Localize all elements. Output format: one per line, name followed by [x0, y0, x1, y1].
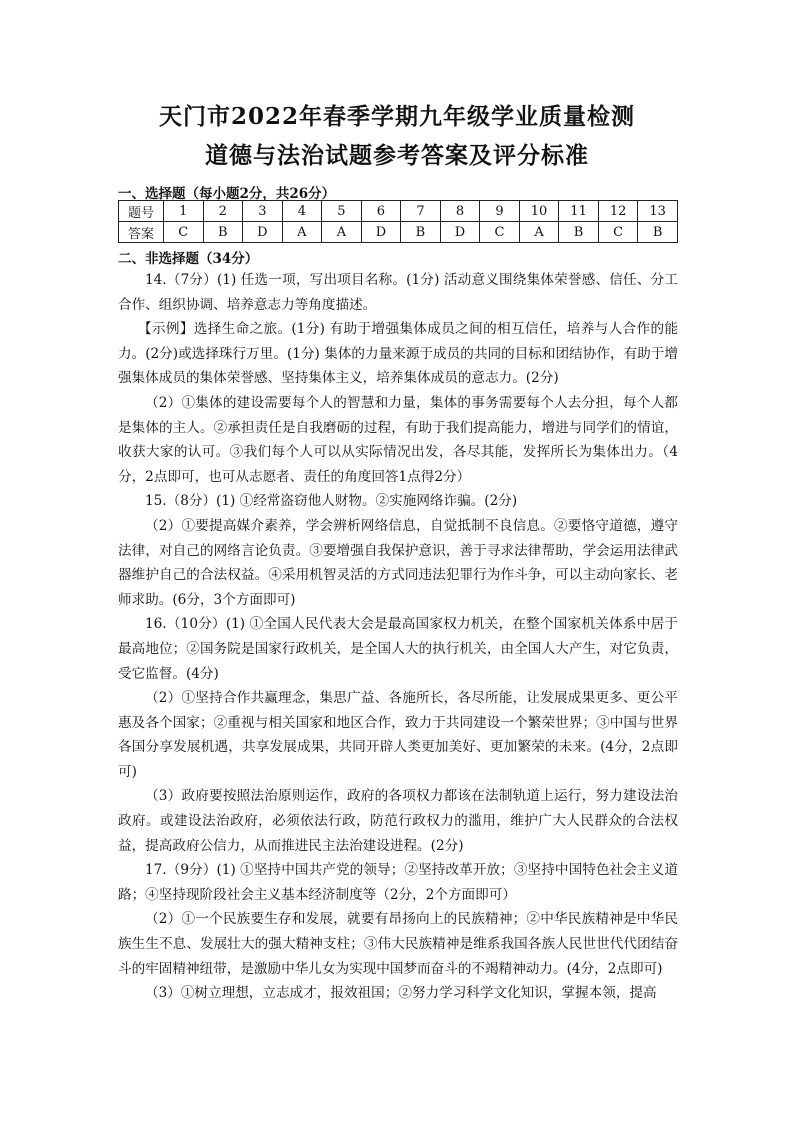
answer-cell: C [598, 222, 638, 243]
question-number: 13 [638, 201, 678, 222]
answer-cell: D [243, 222, 283, 243]
answer-paragraph: （2）①集体的建设需要每个人的智慧和力量，集体的事务需要每个人去分担，每个人都是集体的主人。②承担责任是自我磨砺的过程，有助于我们提高能力，增进与同学们的情谊，收获大家的认可。③我们每个人可以从实际情况出发，各尽其能，发挥所长为集体出力。（4分，2点即可，也可从志愿者、责任的角度回答1点得2分） [118, 394, 678, 485]
answer-body [118, 268, 678, 1006]
answer-cell: B [401, 222, 441, 243]
answer-cell: C [480, 222, 520, 243]
answer-paragraph: 15.（8分）(1) ①经常盗窃他人财物。②实施网络诈骗。(2分) [145, 493, 518, 510]
question-number: 8 [440, 201, 480, 222]
question-number: 5 [322, 201, 362, 222]
question-number: 9 [480, 201, 520, 222]
answer-paragraph: （2）①一个民族要生存和发展，就要有昂扬向上的民族精神；②中华民族精神是中华民族生生不息、发展壮大的强大精神支柱；③伟大民族精神是维系我国各族人民世世代代团结奋斗的牢固精神纽带，是激励中华儿女为实现中国梦而奋斗的不竭精神动力。(4分，2点即可) [118, 911, 678, 977]
question-number: 11 [559, 201, 599, 222]
answer-cell: D [440, 222, 480, 243]
answer-cell: A [519, 222, 559, 243]
answer-cell: B [203, 222, 243, 243]
question-number: 6 [361, 201, 401, 222]
answer-paragraph: （2）①坚持合作共赢理念，集思广益、各施所长，各尽所能，让发展成果更多、更公平惠及各个国家；②重视与相关国家和地区合作，致力于共同建设一个繁荣世界；③中国与世界各国分享发展机遇，共享发展成果，共同开辟人类更加美好、更加繁荣的未来。(4分，2点即可) [118, 690, 678, 780]
question-number: 4 [282, 201, 322, 222]
question-number: 10 [519, 201, 559, 222]
question-number: 7 [401, 201, 441, 222]
table-row-answers [119, 222, 678, 243]
section-heading-choice: 一、选择题（每小题2分，共26分） [118, 186, 336, 202]
answer-cell: A [282, 222, 322, 243]
answer-cell: A [322, 222, 362, 243]
answer-cell: B [559, 222, 599, 243]
question-number: 3 [243, 201, 283, 222]
answer-cell: C [164, 222, 204, 243]
question-number: 1 [164, 201, 204, 222]
answer-paragraph: （3）政府要按照法治原则运作，政府的各项权力都该在法制轨道上运行，努力建设法治政府。或建设法治政府，必须依法行政，防范行政权力的滥用，维护广大人民群众的合法权益，提高政府公信力，从而推进民主法治建设进程。(2分) [118, 788, 678, 854]
table-row-label: 答案 [119, 222, 164, 243]
page-subtitle: 道德与法治试题参考答案及评分标准 [205, 142, 589, 169]
answer-cell: D [361, 222, 401, 243]
answer-paragraph: （3）①树立理想，立志成才，报效祖国；②努力学习科学文化知识，掌握本领，提高 [145, 985, 657, 1002]
question-number: 12 [598, 201, 638, 222]
answer-paragraph: 16.（10分）(1) ①全国人民代表大会是最高国家权力机关，在整个国家机关体系中居于最高地位；②国务院是国家行政机关，是全国人大的执行机关，由全国人大产生，对它负责，受它监督。(4分) [118, 616, 678, 682]
answer-table [118, 200, 678, 243]
answer-cell: B [638, 222, 678, 243]
answer-paragraph: 17.（9分）(1) ①坚持中国共产党的领导；②坚持改革开放；③坚持中国特色社会主义道路；④坚持现阶段社会主义基本经济制度等（2分，2个方面即可） [118, 862, 678, 903]
question-number: 2 [203, 201, 243, 222]
table-row-numbers [119, 201, 678, 222]
answer-paragraph: 14.（7分）(1) 任选一项，写出项目名称。(1分) 活动意义围绕集体荣誉感、信任、分工合作、组织协调、培养意志力等角度描述。 [118, 272, 678, 313]
answer-paragraph: 【示例】选择生命之旅。(1分) 有助于增强集体成员之间的相互信任，培养与人合作的能力。(2分)或选择珠行万里。(1分) 集体的力量来源于成员的共同的目标和团结协作，有助于增强集体成员的集体荣誉感、坚持集体主义，培养集体成员的意志力。(2分) [118, 321, 678, 387]
page-title: 天门市2022年春季学期九年级学业质量检测 [158, 103, 635, 130]
table-row-label: 题号 [119, 201, 164, 222]
section-heading-nonchoice: 二、非选择题（34分） [118, 251, 259, 267]
answer-paragraph: （2）①要提高媒介素养，学会辨析网络信息，自觉抵制不良信息。②要恪守道德，遵守法律，对自己的网络言论负责。③要增强自我保护意识，善于寻求法律帮助，学会运用法律武器维护自己的合法权益。④采用机智灵活的方式同违法犯罪行为作斗争，可以主动向家长、老师求助。(6分，3个方面即可) [118, 517, 678, 608]
